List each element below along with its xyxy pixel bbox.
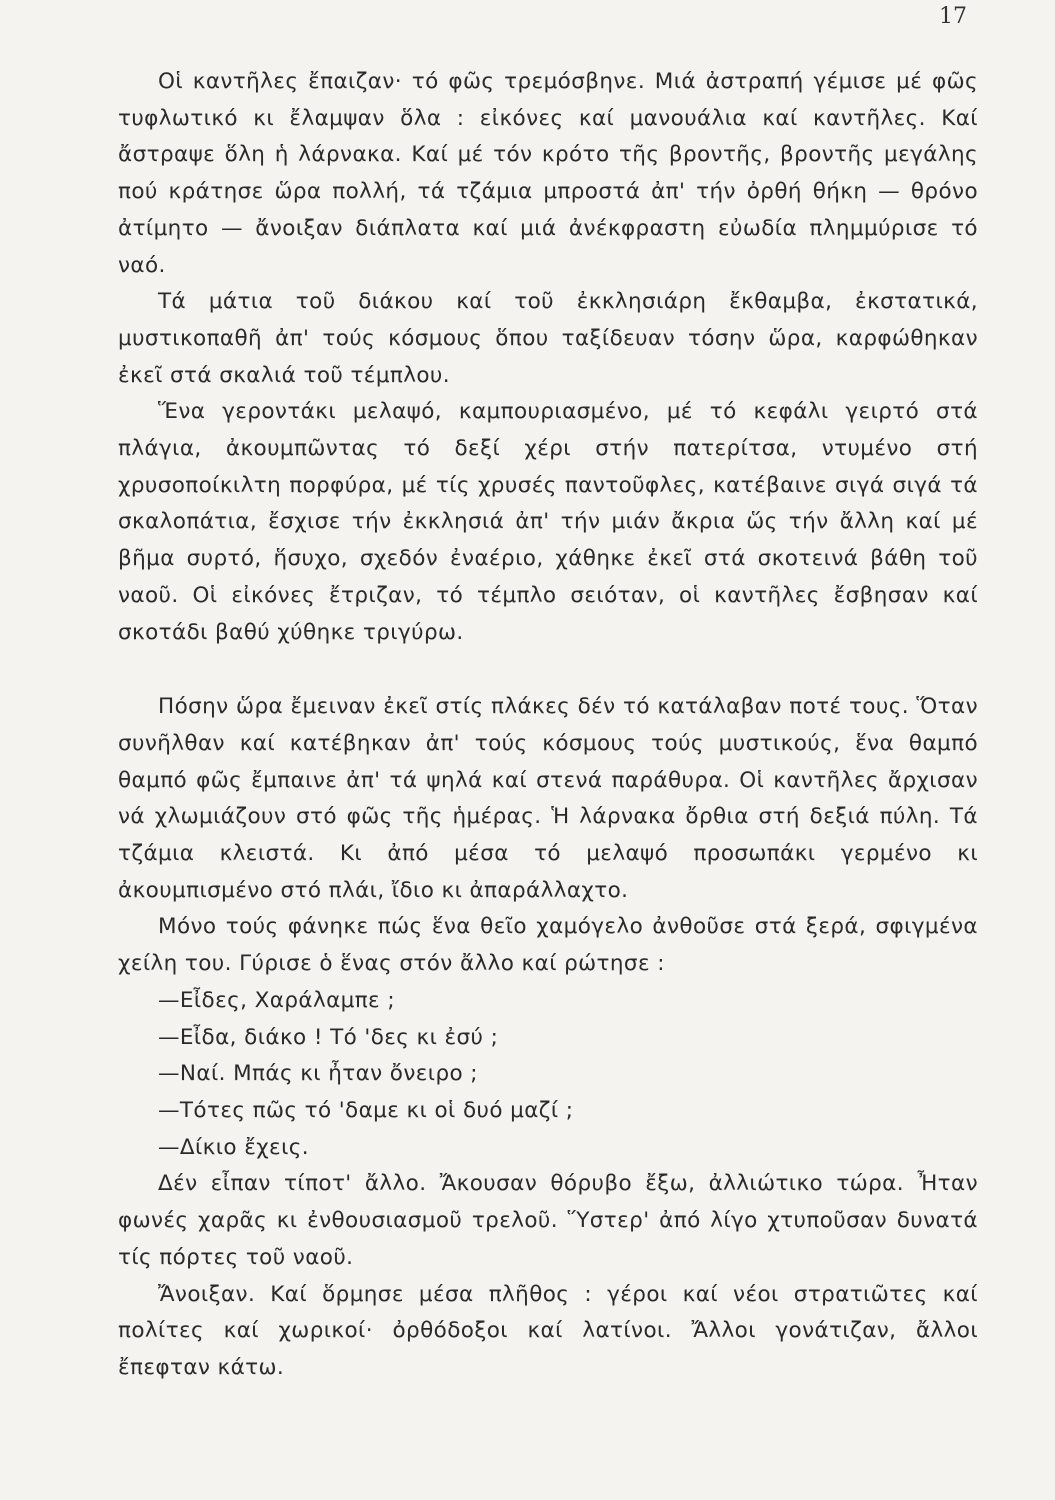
paragraph-7: Ἄνοιξαν. Καί ὅρμησε μέσα πλῆθος : γέροι καί νέοι στρατιῶτες καί πολίτες καί χωρικοί· ὀρθόδοξοι καί λατίνοι. Ἄλλοι γονάτιζαν, ἄλλοι ἔπεφταν κάτω. (118, 1281, 978, 1380)
paragraph-2: Τά μάτια τοῦ διάκου καί τοῦ ἐκκλησιάρη ἔκθαμβα, ἐκστατικά, μυστικοπαθῆ ἀπ' τούς κόσμους ὅπου ταξίδευαν τόσην ὥρα, καρφώθηκαν ἐκεῖ στά σκαλιά τοῦ τέμπλου. (118, 289, 978, 388)
dialogue-line-1: —Εἶδες, Χαράλαμπε ; (158, 987, 395, 1013)
body-text (118, 64, 978, 1387)
dialogue-line-3: —Ναί. Μπάς κι ἦταν ὄνειρο ; (158, 1061, 478, 1087)
paragraph-5: Μόνο τούς φάνηκε πώς ἕνα θεῖο χαμόγελο ἀνθοῦσε στά ξερά, σφιγμένα χείλη του. Γύρισε ὁ ἕνας στόν ἄλλο καί ρώτησε : (118, 914, 978, 977)
paragraph-1: Οἱ καντῆλες ἔπαιζαν· τό φῶς τρεμόσβηνε. Μιά ἀστραπή γέμισε μέ φῶς τυφλωτικό κι ἔλαμψαν ὅλα : εἰκόνες καί μανουάλια καί καντῆλες. Καί ἄστραψε ὅλη ἡ λάρνακα. Καί μέ τόν κρότο τῆς βροντῆς, βροντῆς μεγάλης πού κράτησε ὥρα πολλή, τά τζάμια μπροστά ἀπ' τήν ὀρθή θήκη — θρόνο ἀτίμητο — ἄνοιξαν διάπλατα καί μιά ἀνέκφραστη εὐωδία πλημμύρισε τό ναό. (118, 69, 978, 278)
dialogue-line-5: —Δίκιο ἔχεις. (158, 1134, 310, 1160)
paragraph-6: Δέν εἶπαν τίποτ' ἄλλο. Ἄκουσαν θόρυβο ἔξω, ἀλλιώτικο τώρα. Ἦταν φωνές χαρᾶς κι ἐνθουσιασμοῦ τρελοῦ. Ὕστερ' ἀπό λίγο χτυποῦσαν δυνατά τίς πόρτες τοῦ ναοῦ. (118, 1171, 978, 1270)
dialogue-line-4: —Τότες πῶς τό 'δαμε κι οἱ δυό μαζί ; (158, 1097, 574, 1123)
paragraph-3: Ἕνα γεροντάκι μελαψό, καμπουριασμένο, μέ τό κεφάλι γειρτό στά πλάγια, ἀκουμπῶντας τό δεξί χέρι στήν πατερίτσα, ντυμένο στή χρυσοποίκιλτη πορφύρα, μέ τίς χρυσές παντοῦφλες, κατέβαινε σιγά σιγά τά σκαλοπάτια, ἔσχισε τήν ἐκκλησιά ἀπ' τήν μιάν ἄκρια ὥς τήν ἄλλη καί μέ βῆμα συρτό, ἥσυχο, σχεδόν ἐναέριο, χάθηκε ἐκεῖ στά σκοτεινά βάθη τοῦ ναοῦ. Οἱ εἰκόνες ἔτριζαν, τό τέμπλο σειόταν, οἱ καντῆλες ἔσβησαν καί σκοτάδι βαθύ χύθηκε τριγύρω. (118, 399, 978, 645)
page-number: 17 (939, 4, 967, 29)
paragraph-4: Πόσην ὥρα ἔμειναν ἐκεῖ στίς πλάκες δέν τό κατάλαβαν ποτέ τους. Ὅταν συνῆλθαν καί κατέβηκαν ἀπ' τούς κόσμους τούς μυστικούς, ἕνα θαμπό θαμπό φῶς ἔμπαινε ἀπ' τά ψηλά καί στενά παράθυρα. Οἱ καντῆλες ἄρχισαν νά χλωμιάζουν στό φῶς τῆς ἡμέρας. Ἡ λάρνακα ὄρθια στή δεξιά πύλη. Τά τζάμια κλειστά. Κι ἀπό μέσα τό μελαψό προσωπάκι γερμένο κι ἀκουμπισμένο στό πλάι, ἴδιο κι ἀπαράλλαχτο. (118, 694, 978, 903)
dialogue-line-2: —Εἶδα, διάκο ! Τό 'δες κι ἐσύ ; (158, 1024, 499, 1050)
